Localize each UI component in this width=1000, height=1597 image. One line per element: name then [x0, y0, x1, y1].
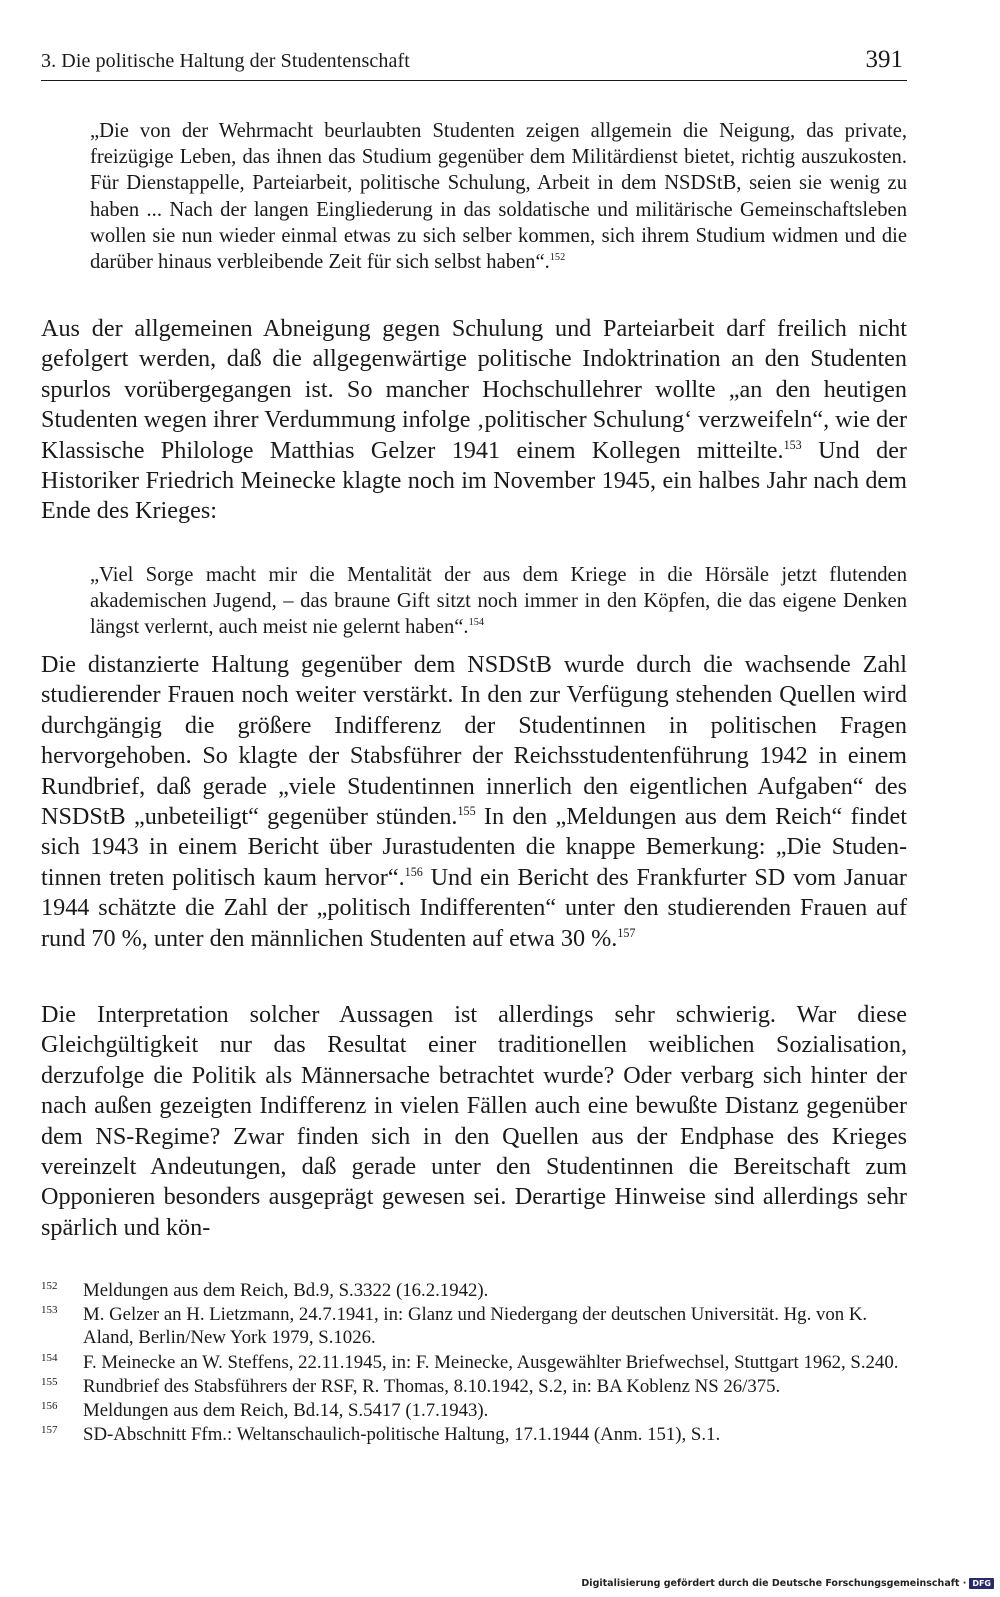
- footnote-number: 152: [41, 1280, 58, 1292]
- footnote-number: 153: [41, 1304, 58, 1317]
- digitization-credit: [581, 1578, 994, 1589]
- footnote-text: F. Meinecke an W. Steffens, 22.11.1945, in: F. Meinecke, Ausgewählter Briefwechsel, Stuttgart 1962, S.240.: [83, 1351, 899, 1373]
- paragraph-2: [41, 650, 907, 954]
- block-quote-1: [90, 118, 907, 275]
- block-quote-2: [90, 562, 907, 641]
- footnote-text: Meldungen aus dem Reich, Bd.14, S.5417 (1.7.1943).: [83, 1400, 489, 1422]
- footnote-list: [41, 1279, 907, 1447]
- paragraph-text: Und der Historiker Friedrich Meinecke klagte noch im November 1945, ein halbes Jahr nach dem Ende des Krieges:: [41, 436, 907, 525]
- page-number: 391: [865, 46, 903, 73]
- footnote-number: 155: [41, 1375, 58, 1388]
- paragraph-text: Die Interpretation solcher Aussagen ist allerdings sehr schwierig. War diese Gleichgültigkeit nur das Resultat einer traditionellen weiblichen Sozialisation, derzufolge die Politik als Männersache betrachtet wurde? Oder verbarg sich hinter der nach außen gezeigten Indifferenz in vielen Fällen auch eine bewußte Distanz gegenüber dem NS-Regime? Zwar finden sich in den Quellen aus der Endphase des Krieges vereinzelt Andeutungen, daß gerade unter den Studentinnen die Bereitschaft zum Opponieren besonders ausgeprägt gewesen sei. Derartige Hinweise sind allerdings sehr spärlich und kön-: [41, 1001, 907, 1241]
- footnote-text: Rundbrief des Stabsführers der RSF, R. Thomas, 8.10.1942, S.2, in: BA Koblenz NS 26/375.: [83, 1375, 781, 1397]
- footnote-ref[interactable]: 153: [783, 437, 802, 452]
- credit-text: Digitalisierung gefördert durch die Deutsche Forschungsgemeinschaft ·: [581, 1578, 967, 1589]
- quote-text: „Die von der Wehrmacht beurlaubten Studenten zeigen allgemein die Neigung, das private, freizügige Leben, das ihnen das Studium gegenüber dem Militärdienst bietet, richtig auszukosten. Für Dienstappelle, Parteiarbeit, politische Schulung, Arbeit in dem NSDStB, seien sie wenig zu haben ... Nach der langen Eingliederung in das soldatische und militärische Gemeinschaftsleben wollen sie nun wieder einmal etwas zu sich selber kommen, sich ihrem Studium widmen und die darüber hinaus verbleibende Zeit für sich selbst haben“.: [90, 120, 907, 274]
- footnote-text: M. Gelzer an H. Lietzmann, 24.7.1941, in: Glanz und Niedergang der deutschen Universität. Hg. von K. Aland, Berlin/New York 1979, S.1026.: [83, 1304, 868, 1349]
- footnote-number: 156: [41, 1400, 58, 1413]
- paragraph-text: Aus der allgemeinen Abneigung gegen Schulung und Parteiarbeit darf freilich nicht gefolgert werden, daß die allgegenwärtige politische Indoktrination an den Studenten spurlos vorübergegangen ist. So mancher Hochschullehrer wollte „an den heutigen Studenten wegen ihrer Verdummung infolge ‚politischer Schulung‘ verzweifeln“, wie der Klassische Philologe Matthias Gelzer 1941 einem Kollegen mitteilte.: [41, 315, 908, 464]
- footnote-ref[interactable]: 154: [468, 617, 485, 629]
- footnote-number: 154: [41, 1351, 58, 1364]
- paragraph-text: Die distanzierte Haltung gegenüber dem NSDStB wurde durch die wachsende Zahl studierender Frauen noch weiter verstärkt. In den zur Verfügung stehenden Quellen wird durchgängig die größere Indifferenz der Studentinnen in politischen Fragen hervorgehoben. So klagte der Stabsführer der Reichsstudentenführung 1942 in einem Rundbrief, daß gerade „viele Studentinnen innerlich den eigentlichen Aufgaben“ des NSDStB „unbeteiligt“ gegenüber stünden.: [41, 651, 907, 831]
- footnote: [41, 1375, 907, 1398]
- footnote-text: Meldungen aus dem Reich, Bd.9, S.3322 (16.2.1942).: [83, 1280, 489, 1301]
- footnote: [41, 1351, 907, 1374]
- footnote-ref[interactable]: 155: [457, 803, 476, 818]
- paragraph-3: [41, 1000, 907, 1243]
- running-head: [41, 46, 907, 81]
- footnote: [41, 1423, 907, 1446]
- footnote: [41, 1279, 907, 1302]
- footnote-ref[interactable]: 156: [404, 864, 423, 879]
- footnote-number: 157: [41, 1424, 58, 1437]
- dfg-logo-icon: DFG: [969, 1578, 994, 1589]
- footnote-ref[interactable]: 157: [617, 925, 636, 940]
- quote-text: „Viel Sorge macht mir die Mentalität der aus dem Kriege in die Hörsäle jetzt flutenden akademischen Jugend, – das braune Gift sitzt noch immer in den Köpfen, die das eigene Denken längst verlernt, auch meist nie gelernt haben“.: [90, 564, 907, 639]
- paragraph-1: [41, 314, 907, 527]
- footnote-ref[interactable]: 152: [549, 252, 566, 264]
- footnote: [41, 1399, 907, 1422]
- running-title: 3. Die politische Haltung der Studentenschaft: [41, 50, 410, 72]
- paragraph-text: Und ein Bericht des Frankfurter SD vom Januar 1944 schätzte die Zahl der „politisch Indifferenten“ unter den studierenden Frauen auf rund 70 %, unter den männlichen Studenten auf etwa 30 %.: [41, 863, 907, 952]
- paragraph-text: In den „Meldungen aus dem Reich“ findet sich 1943 in einem Bericht über Jurastudenten die knappe Bemerkung: „Die Studentinnen treten politisch kaum hervor“.: [41, 803, 907, 891]
- footnote-text: SD-Abschnitt Ffm.: Weltanschaulich-politische Haltung, 17.1.1944 (Anm. 151), S.1.: [83, 1424, 721, 1446]
- footnote: [41, 1303, 907, 1349]
